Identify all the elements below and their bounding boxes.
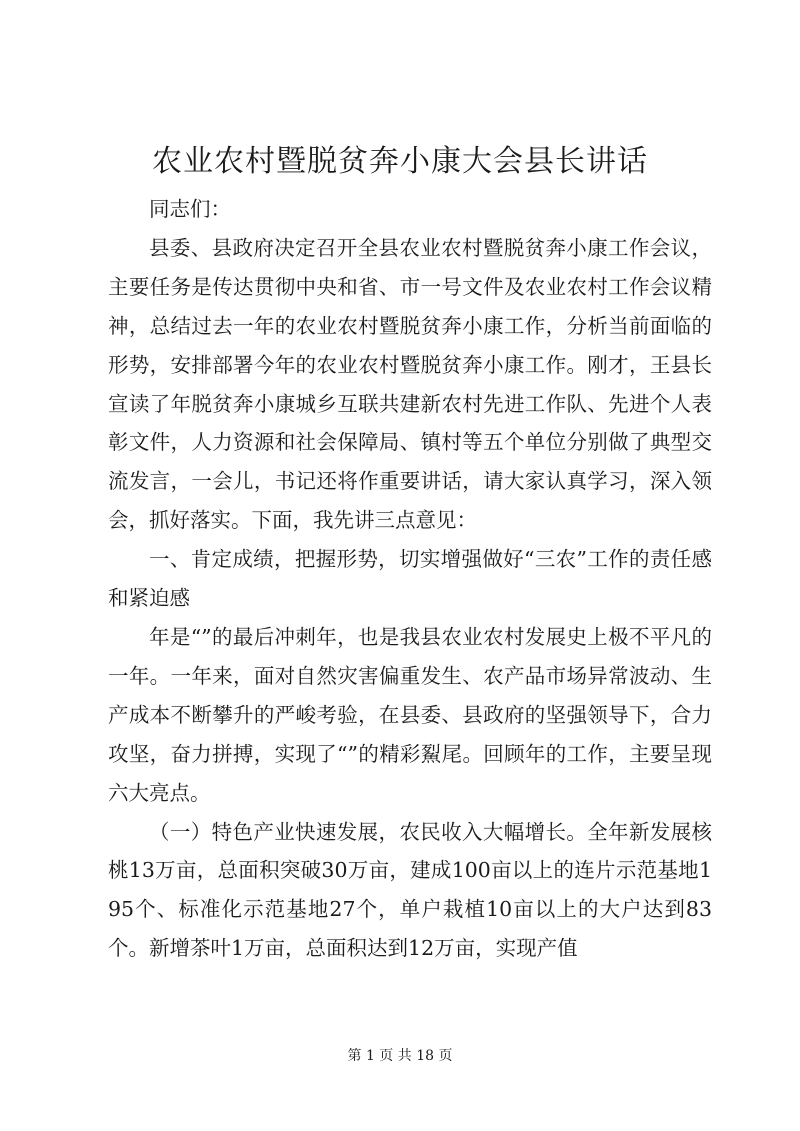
paragraph-industry: （一）特色产业快速发展，农民收入大幅增长。全年新发展核桃13万亩，总面积突破30万亩，建成100亩以上的连片示范基地195个、标准化示范基地27个，单户栽植10亩以上的大户达到83个。新增茶叶1万亩，总面积达到12万亩，实现产值 [108,819,712,961]
document-body [108,190,712,968]
paragraph-review: 年是“”的最后冲刺年，也是我县农业农村发展史上极不平凡的一年。一年来，面对自然灾害偏重发生、农产品市场异常波动、生产成本不断攀升的严峻考验，在县委、县政府的坚强领导下，合力攻坚，奋力拼搏，实现了“”的精彩鮤尾。回顾年的工作，主要呈现六大亮点。 [108,624,712,805]
page-title: 农业农村暨脱贫奔小康大会县长讲话 [152,144,648,179]
paragraph-intro: 县委、县政府决定召开全县农业农村暨脱贫奔小康工作会议，主要任务是传达贯彻中央和省、市一号文件及农业农村工作会议精神，总结过去一年的农业农村暨脱贫奔小康工作，分析当前面临的形势，安排部署今年的农业农村暨脱贫奔小康工作。刚才，王县长宣读了年脱贫奔小康城乡互联共建新农村先进工作队、先进个人表彰文件，人力资源和社会保障局、镇村等五个单位分别做了典型交流发言，一会儿，书记还将作重要讲话，请大家认真学习，深入领会，抓好落实。下面，我先讲三点意见： [108,235,712,533]
section-heading: 一、肯定成绩，把握形势，切实增强做好“三农”工作的责任感和紧迫感 [108,547,712,611]
greeting: 同志们： [149,197,231,221]
page-number-footer: 第 1 页 共 18 页 [347,1048,453,1064]
